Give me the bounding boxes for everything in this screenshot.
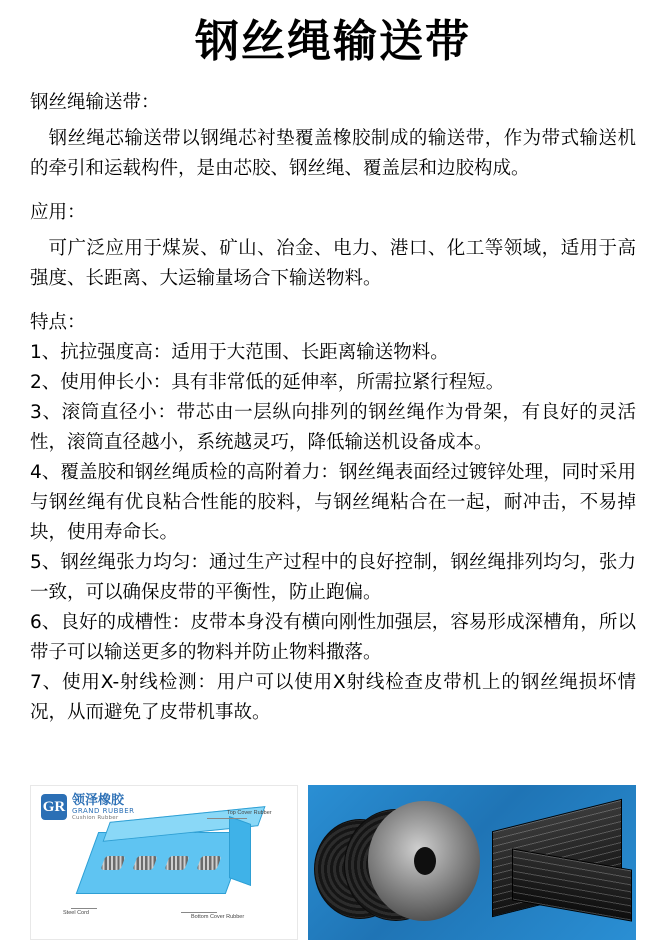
belt-rolls-group [314, 795, 499, 930]
page-title: 钢丝绳输送带 [195, 16, 471, 67]
document-body [30, 88, 636, 727]
logo-text-en: GRAND RUBBER [72, 806, 135, 815]
feature-item-7: 7、使用X-射线检测：用户可以使用X射线检查皮带机上的钢丝绳损坏情况，从而避免了皮带机事故。 [30, 671, 636, 723]
label-top-cover: Top Cover Rubber [227, 810, 272, 816]
logo-text-cn: 领泽橡胶 [72, 793, 125, 808]
figures-row [30, 785, 636, 940]
leader-line [207, 818, 247, 819]
logo-text-sub: Cushion Rubber [72, 814, 119, 821]
features-label: 特点： [30, 312, 86, 334]
application-label: 应用： [30, 202, 86, 224]
application-text: 可广泛应用于煤炭、矿山、冶金、电力、港口、化工等领域，适用于高强度、长距离、大运输量场合下输送物料。 [30, 238, 636, 290]
belt-roll-hole-icon [414, 847, 436, 875]
product-photo [308, 785, 636, 940]
brand-logo [41, 794, 135, 821]
feature-item-3: 3、滚筒直径小：带芯由一层纵向排列的钢丝绳作为骨架，有良好的灵活性，滚筒直径越小，系统越灵巧，降低输送机设备成本。 [30, 402, 636, 454]
belt-structure-diagram [30, 785, 298, 940]
feature-item-6: 6、良好的成槽性：皮带本身没有横向刚性加强层，容易形成深槽角，所以带子可以输送更多的物料并防止物料撒落。 [30, 611, 636, 663]
leader-line [181, 912, 217, 913]
feature-item-4: 4、覆盖胶和钢丝绳质检的高附着力：钢丝绳表面经过镀锌处理，同时采用与钢丝绳有优良粘合性能的胶料，与钢丝绳粘合在一起，耐冲击，不易掉块，使用寿命长。 [30, 462, 636, 543]
document-page [0, 18, 666, 948]
label-steel-cord: Steel Cord [63, 910, 89, 916]
feature-item-2: 2、使用伸长小：具有非常低的延伸率，所需拉紧行程短。 [30, 372, 505, 394]
label-bottom-cover: Bottom Cover Rubber [191, 914, 245, 920]
feature-item-5: 5、钢丝绳张力均匀：通过生产过程中的良好控制，钢丝绳排列均匀，张力一致，可以确保皮带的平衡性，防止跑偏。 [30, 551, 636, 603]
logo-mark-icon: GR [41, 794, 67, 820]
intro-label: 钢丝绳输送带： [30, 92, 160, 114]
leader-line [71, 908, 97, 909]
belt-side-face-shape [229, 816, 251, 886]
intro-text: 钢丝绳芯输送带以钢绳芯衬垫覆盖橡胶制成的输送带，作为带式输送机的牵引和运载构件，是由芯胶、钢丝绳、覆盖层和边胶构成。 [30, 128, 636, 180]
feature-item-1: 1、抗拉强度高：适用于大范围、长距离输送物料。 [30, 342, 449, 364]
